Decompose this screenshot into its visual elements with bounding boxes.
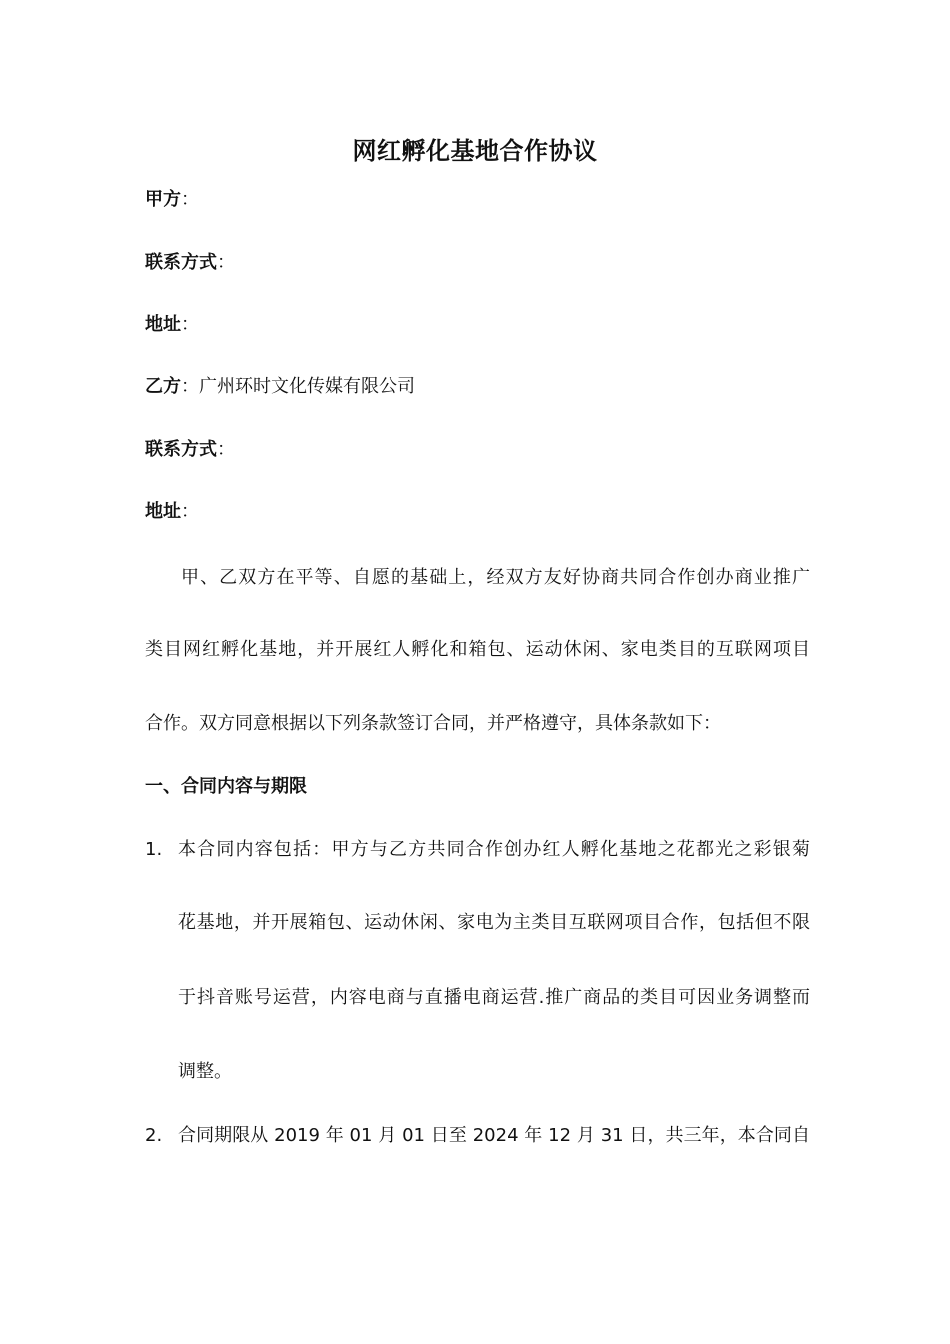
party-b-address-line — [145, 499, 199, 525]
item-1-line-2: 花基地，并开展箱包、运动休闲、家电为主类目互联网项目合作，包括但不限 — [178, 912, 810, 933]
party-b-label: 乙方 — [145, 376, 181, 397]
preamble-line-2: 类目网红孵化基地，并开展红人孵化和箱包、运动休闲、家电类目的互联网项目 — [145, 639, 810, 660]
item-1-line-4: 调整。 — [178, 1061, 232, 1082]
party-a-address-colon: ： — [181, 314, 199, 335]
item-1-line-3: 于抖音账号运营，内容电商与直播电商运营.推广商品的类目可因业务调整而 — [178, 987, 810, 1008]
item-2-number: 2. — [145, 1125, 163, 1146]
party-a-colon: ： — [181, 189, 199, 210]
party-a-label: 甲方 — [145, 189, 181, 210]
section-1-heading: 一、合同内容与期限 — [145, 776, 307, 797]
party-a-contact-colon: ： — [217, 252, 235, 273]
party-b-contact-label: 联系方式 — [145, 439, 217, 460]
party-b-colon: ： — [181, 376, 199, 397]
party-b-contact-line — [145, 437, 235, 463]
party-a-line — [145, 187, 199, 213]
item-1-line-1: 本合同内容包括：甲方与乙方共同合作创办红人孵化基地之花都光之彩银菊 — [178, 839, 810, 860]
preamble-line-1: 甲、乙双方在平等、自愿的基础上，经双方友好协商共同合作创办商业推广 — [181, 567, 810, 588]
party-b-address-colon: ： — [181, 501, 199, 522]
party-b-value: 广州环时文化传媒有限公司 — [199, 376, 415, 397]
party-a-address-line — [145, 312, 199, 338]
document-title: 网红孵化基地合作协议 — [352, 137, 598, 165]
item-2-line-1: 合同期限从 2019 年 01 月 01 日至 2024 年 12 月 31 日，共三年，本合同自 — [178, 1125, 810, 1146]
party-a-contact-line — [145, 250, 235, 276]
preamble-line-3: 合作。双方同意根据以下列条款签订合同，并严格遵守，具体条款如下： — [145, 713, 721, 734]
party-b-contact-colon: ： — [217, 439, 235, 460]
party-a-contact-label: 联系方式 — [145, 252, 217, 273]
party-b-line — [145, 374, 415, 400]
party-a-address-label: 地址 — [145, 314, 181, 335]
item-1-number: 1. — [145, 839, 163, 860]
party-b-address-label: 地址 — [145, 501, 181, 522]
